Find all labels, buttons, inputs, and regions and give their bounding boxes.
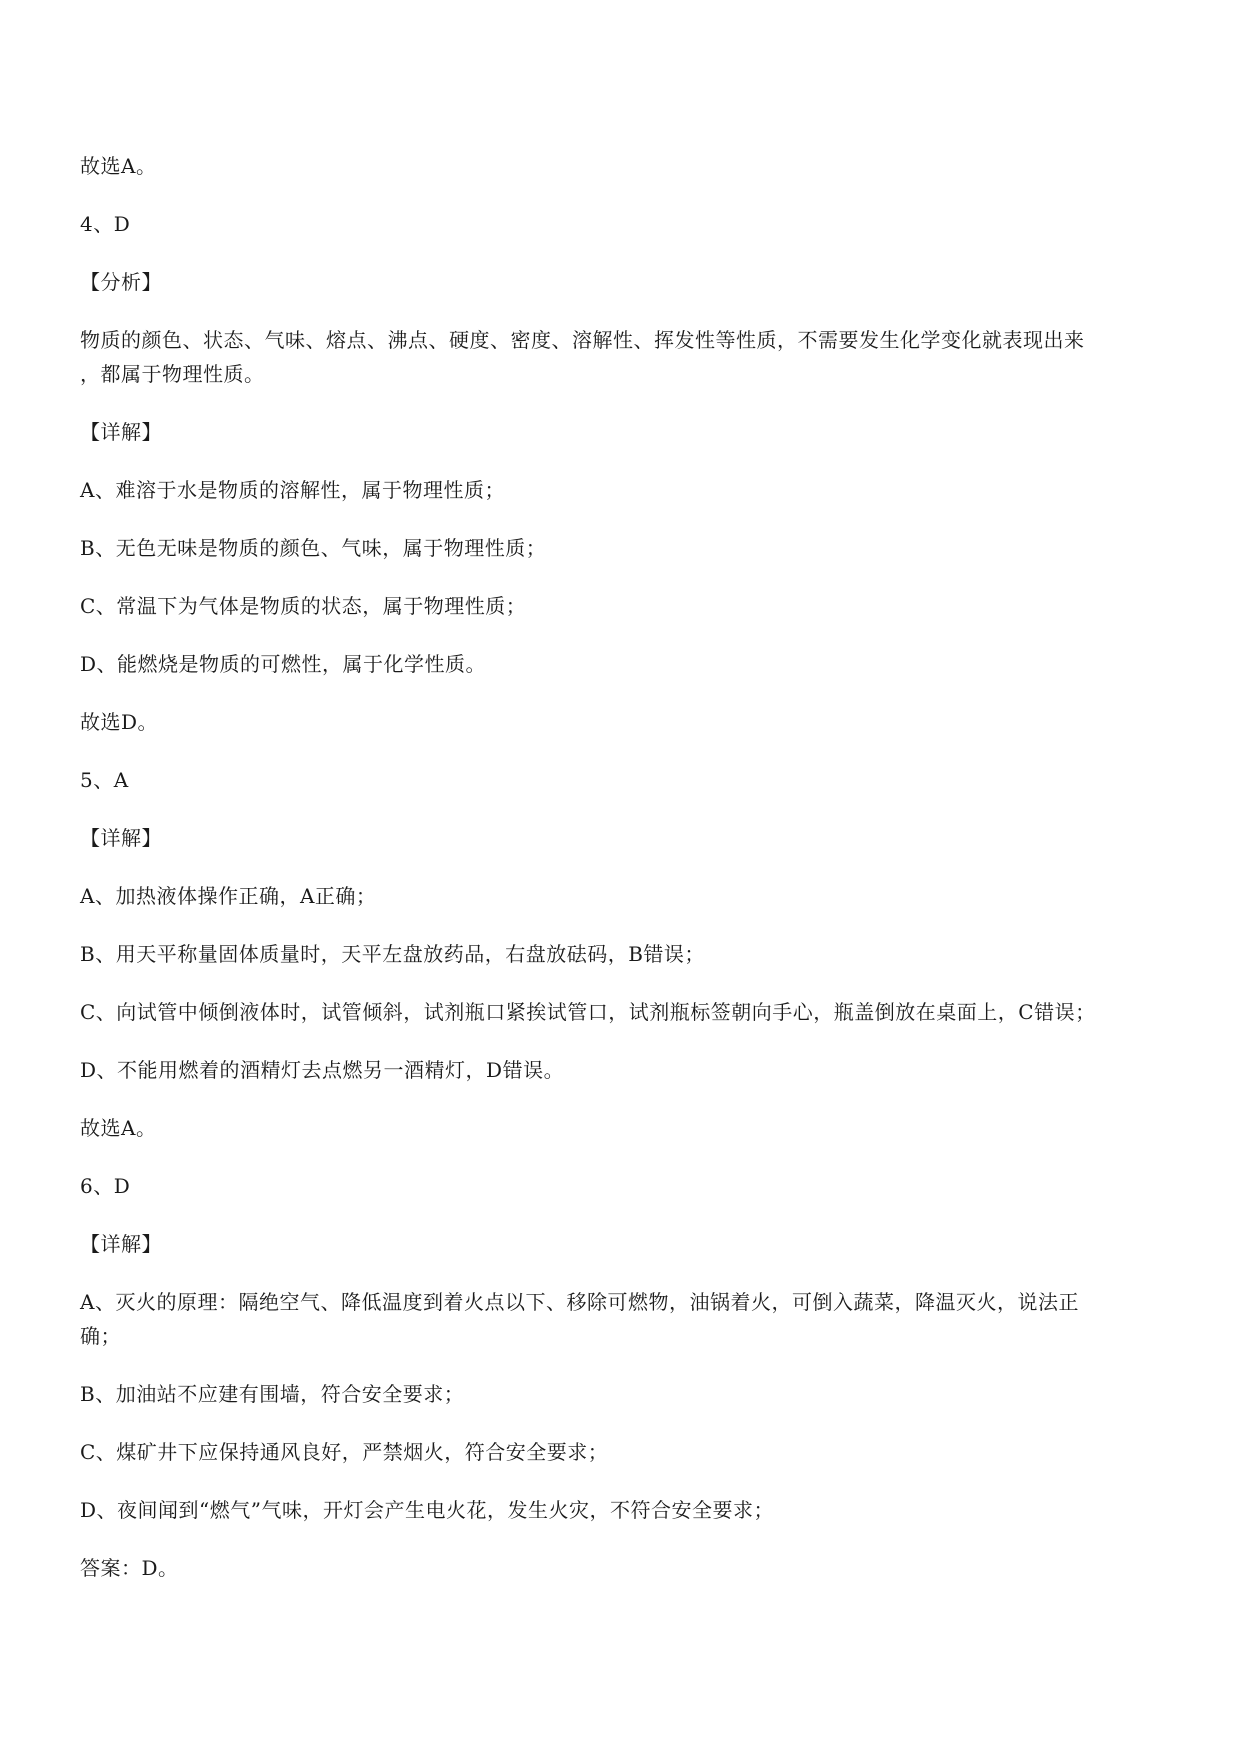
section-heading: 【分析】 xyxy=(80,270,162,294)
text-line: B、加油站不应建有围墙，符合安全要求； xyxy=(80,1382,465,1406)
section-heading: 【详解】 xyxy=(80,826,162,850)
text-line: D、不能用燃着的酒精灯去点燃另一酒精灯，D错误。 xyxy=(80,1058,565,1082)
text-line: D、夜间闻到“燃气”气味，开灯会产生电火花，发生火灾，不符合安全要求； xyxy=(80,1498,774,1522)
question-number: 5、A xyxy=(80,768,129,792)
text-line: 故选A。 xyxy=(80,1116,157,1140)
text-line: 故选A。 xyxy=(80,154,157,178)
text-line: C、常温下为气体是物质的状态，属于物理性质； xyxy=(80,594,527,618)
text-line: B、无色无味是物质的颜色、气味，属于物理性质； xyxy=(80,536,547,560)
text-line: D、能燃烧是物质的可燃性，属于化学性质。 xyxy=(80,652,487,676)
text-line: 确； xyxy=(80,1324,121,1348)
text-line: C、向试管中倾倒液体时，试管倾斜，试剂瓶口紧挨试管口，试剂瓶标签朝向手心，瓶盖倒放在桌面上，C错误； xyxy=(80,1000,1096,1024)
question-number: 6、D xyxy=(80,1174,131,1198)
section-heading: 【详解】 xyxy=(80,1232,162,1256)
answer-line: 答案：D。 xyxy=(80,1556,179,1580)
question-number: 4、D xyxy=(80,212,131,236)
text-line: 故选D。 xyxy=(80,710,159,734)
text-line: 物质的颜色、状态、气味、熔点、沸点、硬度、密度、溶解性、挥发性等性质，不需要发生化学变化就表现出来 xyxy=(80,328,1085,352)
text-line: A、加热液体操作正确，A正确； xyxy=(80,884,377,908)
text-line: A、灭火的原理：隔绝空气、降低温度到着火点以下、移除可燃物，油锅着火，可倒入蔬菜，降温灭火，说法正 xyxy=(80,1290,1079,1314)
section-heading: 【详解】 xyxy=(80,420,162,444)
text-line: A、难溶于水是物质的溶解性，属于物理性质； xyxy=(80,478,505,502)
text-line: ，都属于物理性质。 xyxy=(80,362,265,386)
text-line: C、煤矿井下应保持通风良好，严禁烟火，符合安全要求； xyxy=(80,1440,609,1464)
text-line: B、用天平称量固体质量时，天平左盘放药品，右盘放砝码，B错误； xyxy=(80,942,705,966)
